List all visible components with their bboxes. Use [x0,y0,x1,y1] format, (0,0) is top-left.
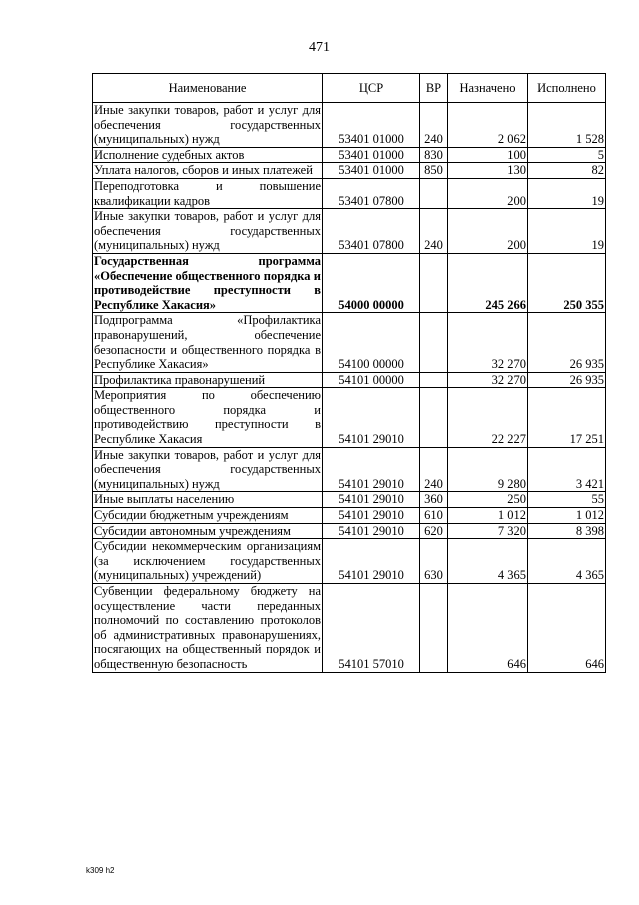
cell-vr: 240 [420,103,448,148]
table-row [93,103,606,148]
cell-naznacheno: 32 270 [448,372,528,388]
cell-vr [420,372,448,388]
cell-csr: 54101 00000 [323,372,420,388]
cell-naznacheno: 250 [448,492,528,508]
cell-naznacheno: 2 062 [448,103,528,148]
table-row [93,447,606,492]
header-naznacheno: Назначено [448,74,528,103]
table-row [93,523,606,539]
cell-name: Мероприятия по обеспечению общественного порядка и противодействию преступности в Республике Хакасия [94,388,321,447]
cell-csr: 54101 57010 [323,584,420,673]
cell-vr [420,388,448,447]
cell-name: Подпрограмма «Профилактика правонарушений, обеспечение безопасности и общественного порядка в Республике Хакасия» [94,313,321,372]
cell-naznacheno: 200 [448,178,528,208]
cell-name: Государственная программа «Обеспечение общественного порядка и противодействие преступности в Республике Хакасия» [94,253,321,312]
header-name: Наименование [93,74,323,103]
cell-name: Субсидии автономным учреждениям [93,523,323,539]
cell-ispolneno: 646 [528,584,606,673]
cell-vr: 240 [420,447,448,492]
cell-csr: 54101 29010 [323,388,420,447]
cell-vr: 630 [420,539,448,584]
cell-csr: 53401 01000 [323,147,420,163]
cell-naznacheno: 32 270 [448,313,528,372]
cell-naznacheno: 100 [448,147,528,163]
cell-name: Иные закупки товаров, работ и услуг для обеспечения государственных (муниципальных) нужд [94,209,321,253]
table-row [93,313,606,372]
table-row [93,178,606,208]
cell-vr: 830 [420,147,448,163]
cell-ispolneno: 1 012 [528,508,606,524]
table-row [93,388,606,447]
budget-table [92,73,606,673]
table-row [93,508,606,524]
cell-vr [420,313,448,372]
cell-name: Субвенции федеральному бюджету на осуществление части переданных полномочий по составлению протоколов об административных правонарушениях, посягающих на общественный порядок и общественную безопасность [94,584,321,671]
cell-csr: 54101 29010 [323,447,420,492]
cell-csr: 53401 07800 [323,209,420,254]
table-row [93,372,606,388]
cell-csr: 54101 29010 [323,492,420,508]
table-body [93,103,606,673]
cell-ispolneno: 55 [528,492,606,508]
cell-csr: 54000 00000 [323,253,420,312]
cell-ispolneno: 250 355 [528,253,606,312]
cell-csr: 54101 29010 [323,523,420,539]
cell-csr: 53401 01000 [323,163,420,179]
cell-ispolneno: 82 [528,163,606,179]
table-header-row [93,74,606,103]
cell-name: Иные закупки товаров, работ и услуг для обеспечения государственных (муниципальных) нужд [94,447,321,491]
header-vr: ВР [420,74,448,103]
table-row [93,147,606,163]
table-row [93,539,606,584]
cell-ispolneno: 26 935 [528,372,606,388]
cell-vr [420,178,448,208]
cell-name: Субсидии бюджетным учреждениям [93,508,323,524]
cell-name: Переподготовка и повышение квалификации кадров [94,178,321,208]
cell-naznacheno: 22 227 [448,388,528,447]
cell-name: Профилактика правонарушений [93,372,323,388]
cell-vr: 610 [420,508,448,524]
cell-vr: 360 [420,492,448,508]
table-row [93,163,606,179]
cell-vr: 240 [420,209,448,254]
cell-name: Иные закупки товаров, работ и услуг для обеспечения государственных (муниципальных) нужд [94,103,321,147]
cell-ispolneno: 19 [528,209,606,254]
cell-csr: 53401 07800 [323,178,420,208]
cell-ispolneno: 3 421 [528,447,606,492]
cell-ispolneno: 19 [528,178,606,208]
table-row [93,492,606,508]
cell-name: Уплата налогов, сборов и иных платежей [93,163,323,179]
cell-csr: 54101 29010 [323,539,420,584]
footer-code: k309 h2 [86,866,115,875]
cell-naznacheno: 7 320 [448,523,528,539]
cell-csr: 54100 00000 [323,313,420,372]
cell-naznacheno: 130 [448,163,528,179]
cell-naznacheno: 4 365 [448,539,528,584]
cell-vr [420,584,448,673]
cell-naznacheno: 1 012 [448,508,528,524]
cell-name: Субсидии некоммерческим организациям (за исключением государственных (муниципальных) учреждений) [94,539,321,583]
cell-naznacheno: 646 [448,584,528,673]
table-row [93,584,606,673]
table-row [93,209,606,254]
cell-name: Исполнение судебных актов [93,147,323,163]
cell-naznacheno: 9 280 [448,447,528,492]
cell-csr: 54101 29010 [323,508,420,524]
header-ispolneno: Исполнено [528,74,606,103]
cell-ispolneno: 1 528 [528,103,606,148]
cell-naznacheno: 245 266 [448,253,528,312]
cell-ispolneno: 5 [528,147,606,163]
cell-ispolneno: 8 398 [528,523,606,539]
table-row [93,253,606,312]
cell-naznacheno: 200 [448,209,528,254]
cell-vr: 620 [420,523,448,539]
cell-ispolneno: 26 935 [528,313,606,372]
cell-ispolneno: 4 365 [528,539,606,584]
cell-vr: 850 [420,163,448,179]
cell-csr: 53401 01000 [323,103,420,148]
cell-vr [420,253,448,312]
header-csr: ЦСР [323,74,420,103]
cell-ispolneno: 17 251 [528,388,606,447]
page-number: 471 [309,40,330,55]
cell-name: Иные выплаты населению [93,492,323,508]
